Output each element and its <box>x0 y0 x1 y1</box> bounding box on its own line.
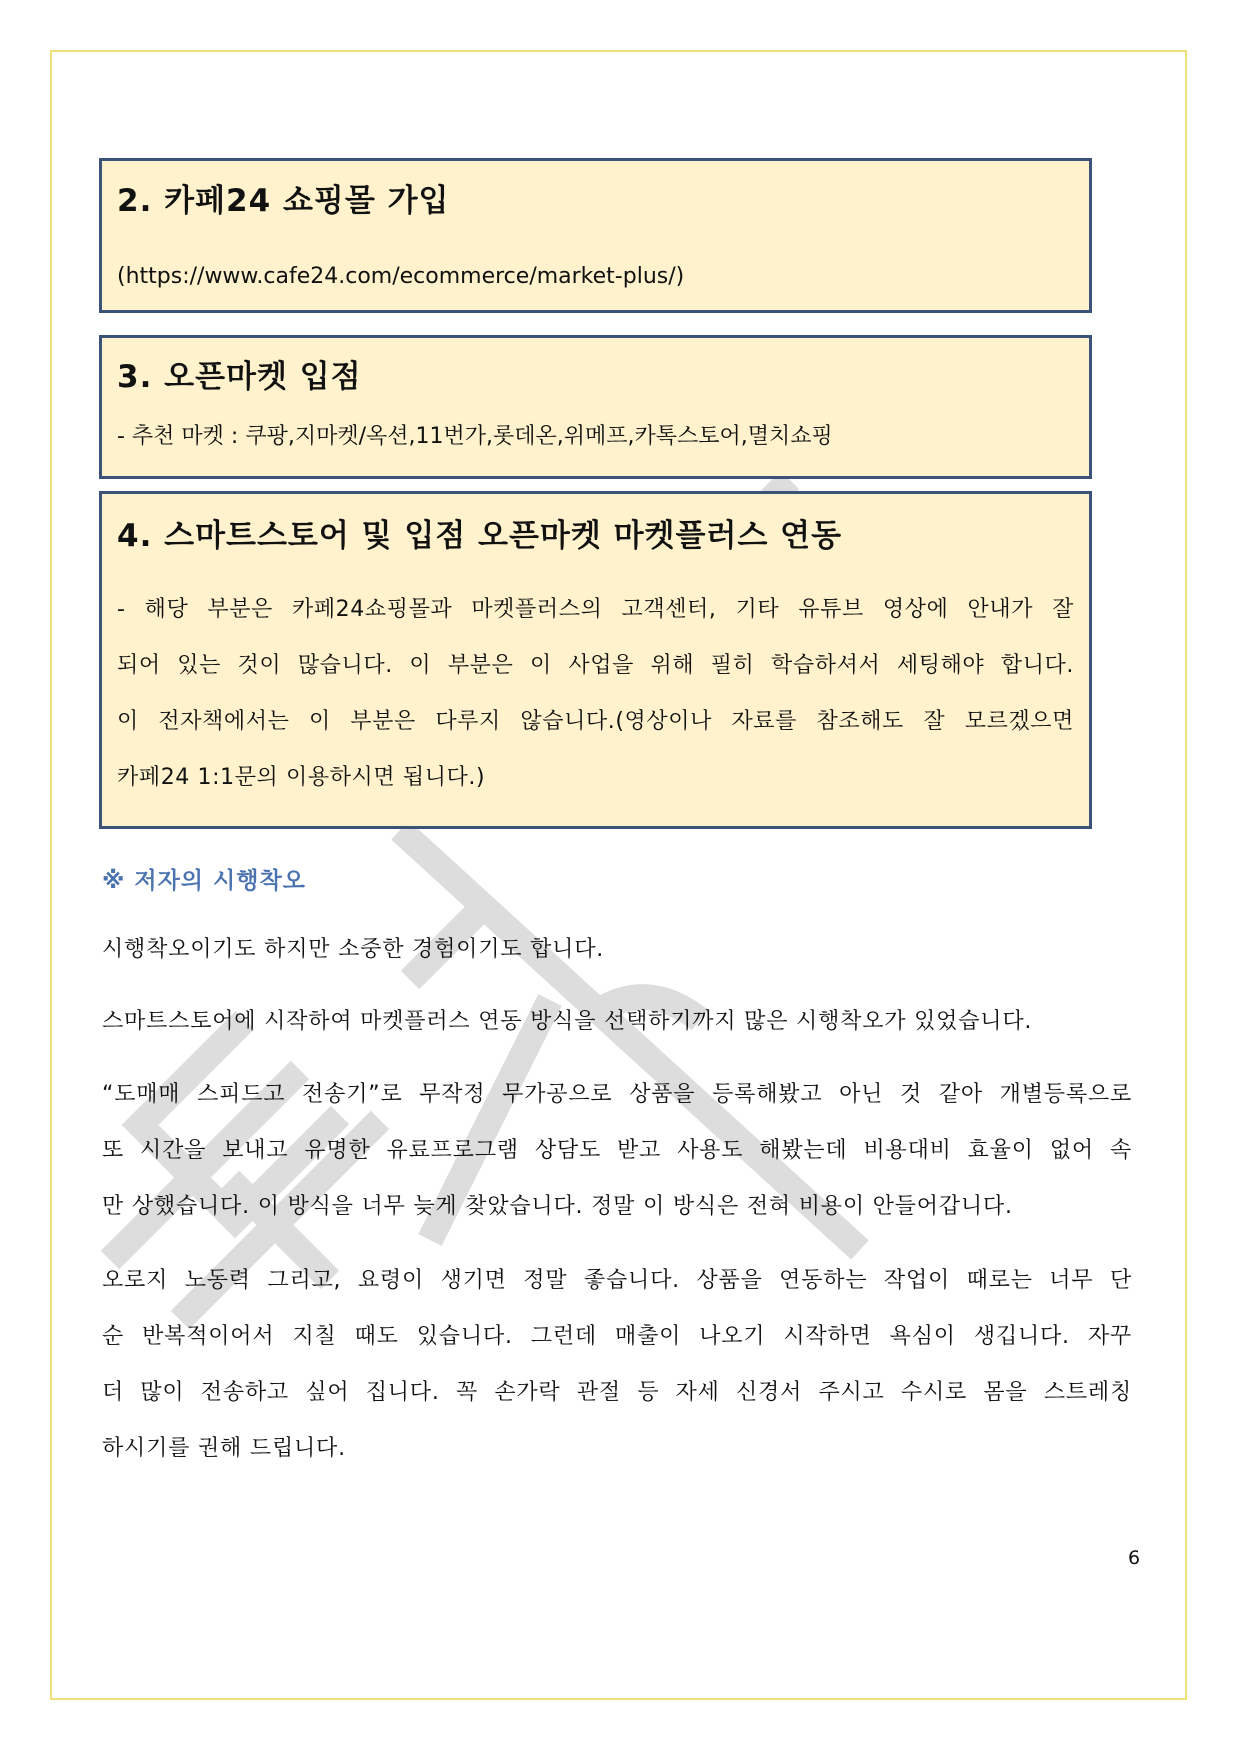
section-box-marketplus-sync <box>99 491 1092 829</box>
page-number: 6 <box>1128 1547 1141 1569</box>
paragraph-line: 순 반복적이어서 지칠 때도 있습니다. 그런데 매출이 나오기 시작하면 욕심이 생깁니다. 자꾸 <box>102 1324 1132 1349</box>
cafe24-url-link[interactable]: (https://www.cafe24.com/ecommerce/market-plus/) <box>117 264 685 289</box>
recommended-markets-text: - 추천 마켓 : 쿠팡,지마켓/옥션,11번가,롯데온,위메프,카톡스토어,멸치쇼핑 <box>117 424 833 449</box>
section-box-cafe24-signup <box>99 158 1092 313</box>
paragraph-line: 스마트스토어에 시작하여 마켓플러스 연동 방식을 선택하기까지 많은 시행착오가 있었습니다. <box>102 1009 1033 1034</box>
body-line: 이 전자책에서는 이 부분은 다루지 않습니다.(영상이나 자료를 참조해도 잘 모르겠으면 <box>117 709 1074 734</box>
section-box-openmarket <box>99 335 1092 479</box>
author-trial-heading: ※ 저자의 시행착오 <box>102 868 306 894</box>
paragraph <box>102 1253 1132 1477</box>
body-line: 되어 있는 것이 많습니다. 이 부분은 이 사업을 위해 필히 학습하셔서 세팅해야 합니다. <box>117 653 1074 678</box>
paragraph-line: 만 상했습니다. 이 방식을 너무 늦게 찾았습니다. 정말 이 방식은 전혀 비용이 안들어갑니다. <box>102 1194 1013 1219</box>
body-line: 카페24 1:1문의 이용하시면 됩니다.) <box>117 765 486 790</box>
paragraph-line: 오로지 노동력 그리고, 요령이 생기면 정말 좋습니다. 상품을 연동하는 작업이 때로는 너무 단 <box>102 1268 1132 1293</box>
paragraph-line: 더 많이 전송하고 싶어 집니다. 꼭 손가락 관절 등 자세 신경서 주시고 수시로 몸을 스트레칭 <box>102 1380 1132 1405</box>
paragraph <box>102 994 1132 1050</box>
paragraph-line: 하시기를 권해 드립니다. <box>102 1436 346 1461</box>
paragraph-line: 또 시간을 보내고 유명한 유료프로그램 상담도 받고 사용도 해봤는데 비용대비 효율이 없어 속 <box>102 1138 1132 1163</box>
section-title: 3. 오픈마켓 입점 <box>117 359 362 395</box>
paragraph-line: 시행착오이기도 하지만 소중한 경험이기도 합니다. <box>102 937 605 962</box>
section-title: 4. 스마트스토어 및 입점 오픈마켓 마켓플러스 연동 <box>117 518 843 554</box>
section-title: 2. 카페24 쇼핑몰 가입 <box>117 183 450 219</box>
section-body <box>117 582 1074 806</box>
paragraph <box>102 1067 1132 1235</box>
paragraph <box>102 922 1132 978</box>
body-line: - 해당 부분은 카페24쇼핑몰과 마켓플러스의 고객센터, 기타 유튜브 영상에 안내가 잘 <box>117 597 1074 622</box>
paragraph-line: “도매매 스피드고 전송기”로 무작정 무가공으로 상품을 등록해봤고 아닌 것 같아 개별등록으로 <box>102 1082 1132 1107</box>
